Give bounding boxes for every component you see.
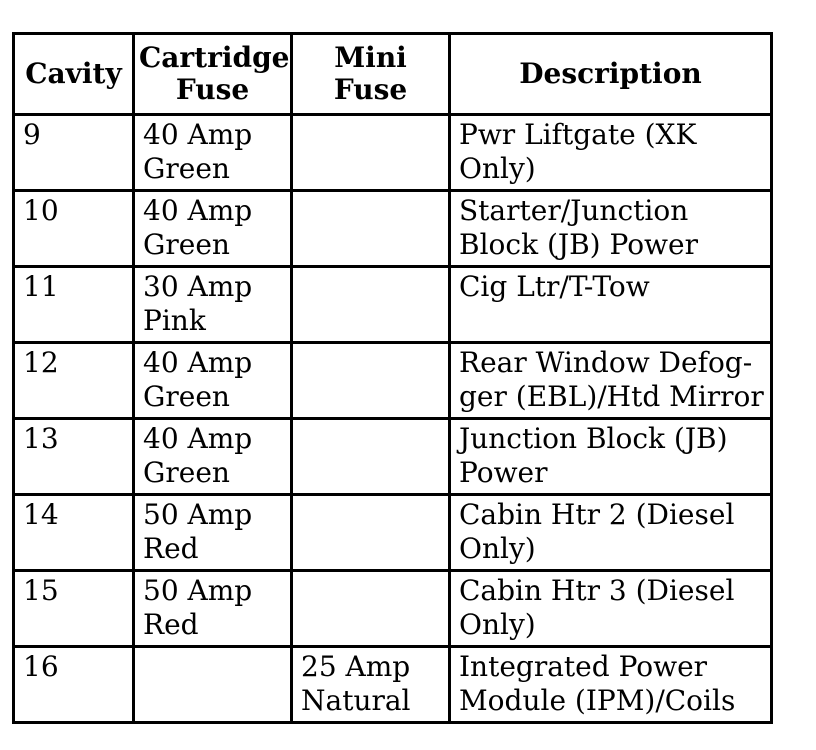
header-description — [450, 34, 772, 115]
description-line1: Starter/Junction — [459, 194, 689, 227]
description-line1: Integrated Power — [459, 650, 708, 683]
cartridge-color: Green — [143, 228, 230, 261]
table-row — [14, 647, 772, 723]
mini-cell — [292, 191, 450, 267]
cavity-cell — [14, 115, 134, 191]
cavity-cell — [14, 571, 134, 647]
cavity-value: 11 — [23, 270, 59, 303]
mini-cell — [292, 115, 450, 191]
cartridge-cell — [134, 191, 292, 267]
description-cell — [450, 647, 772, 723]
cartridge-color: Red — [143, 608, 199, 641]
mini-cell — [292, 343, 450, 419]
description-line1: Junction Block (JB) — [459, 422, 728, 455]
description-line1: Cig Ltr/T-Tow — [459, 270, 650, 303]
table-row — [14, 495, 772, 571]
cavity-value: 15 — [23, 574, 59, 607]
header-cartridge-fuse — [134, 34, 292, 115]
cartridge-rating: 40 Amp — [143, 194, 253, 227]
mini-rating: 25 Amp — [301, 650, 411, 683]
description-line1: Rear Window Defog- — [459, 346, 753, 379]
cartridge-rating: 30 Amp — [143, 270, 253, 303]
table-row — [14, 115, 772, 191]
cartridge-cell — [134, 647, 292, 723]
cartridge-rating: 50 Amp — [143, 498, 253, 531]
cartridge-color: Red — [143, 532, 199, 565]
description-line2: Block (JB) Power — [459, 228, 698, 261]
mini-color: Natural — [301, 684, 411, 717]
description-cell — [450, 571, 772, 647]
table-header-row — [14, 34, 772, 115]
fuse-table — [12, 32, 773, 724]
fuse-table-container — [12, 32, 773, 724]
cartridge-color: Green — [143, 152, 230, 185]
cavity-cell — [14, 343, 134, 419]
header-cavity-label: Cavity — [25, 57, 122, 90]
cavity-cell — [14, 191, 134, 267]
cartridge-color: Pink — [143, 304, 206, 337]
cavity-value: 13 — [23, 422, 59, 455]
table-row — [14, 419, 772, 495]
cartridge-cell — [134, 267, 292, 343]
header-cavity — [14, 34, 134, 115]
cavity-value: 12 — [23, 346, 59, 379]
cartridge-cell — [134, 115, 292, 191]
table-row — [14, 191, 772, 267]
header-mini-line1: Mini — [334, 41, 407, 74]
cartridge-cell — [134, 571, 292, 647]
description-line1: Cabin Htr 2 (Diesel — [459, 498, 735, 531]
description-line2: Only) — [459, 152, 536, 185]
mini-cell — [292, 419, 450, 495]
cartridge-color: Green — [143, 380, 230, 413]
description-line2: Power — [459, 456, 548, 489]
cavity-value: 16 — [23, 650, 59, 683]
table-row — [14, 571, 772, 647]
description-cell — [450, 343, 772, 419]
cavity-cell — [14, 495, 134, 571]
mini-cell — [292, 267, 450, 343]
cartridge-rating: 40 Amp — [143, 422, 253, 455]
description-line1: Pwr Liftgate (XK — [459, 118, 697, 151]
description-cell — [450, 191, 772, 267]
cavity-value: 9 — [23, 118, 41, 151]
description-cell — [450, 115, 772, 191]
mini-cell — [292, 647, 450, 723]
cartridge-rating: 40 Amp — [143, 346, 253, 379]
description-line2: Only) — [459, 608, 536, 641]
mini-cell — [292, 571, 450, 647]
header-cartridge-line2: Fuse — [175, 73, 250, 106]
mini-cell — [292, 495, 450, 571]
description-line2: ger (EBL)/Htd Mirror — [459, 380, 764, 413]
description-cell — [450, 267, 772, 343]
cartridge-cell — [134, 495, 292, 571]
description-cell — [450, 495, 772, 571]
description-line1: Cabin Htr 3 (Diesel — [459, 574, 735, 607]
description-line2: Only) — [459, 532, 536, 565]
cavity-cell — [14, 267, 134, 343]
description-line2: Module (IPM)/Coils — [459, 684, 736, 717]
cartridge-cell — [134, 419, 292, 495]
header-mini-line2: Fuse — [333, 73, 408, 106]
header-cartridge-line1: Cartridge — [139, 41, 290, 74]
cartridge-rating: 50 Amp — [143, 574, 253, 607]
cavity-cell — [14, 647, 134, 723]
cavity-cell — [14, 419, 134, 495]
header-description-label: Description — [519, 57, 702, 90]
table-row — [14, 267, 772, 343]
description-cell — [450, 419, 772, 495]
cartridge-rating: 40 Amp — [143, 118, 253, 151]
cavity-value: 10 — [23, 194, 59, 227]
table-row — [14, 343, 772, 419]
header-mini-fuse — [292, 34, 450, 115]
cartridge-color: Green — [143, 456, 230, 489]
cavity-value: 14 — [23, 498, 59, 531]
cartridge-cell — [134, 343, 292, 419]
